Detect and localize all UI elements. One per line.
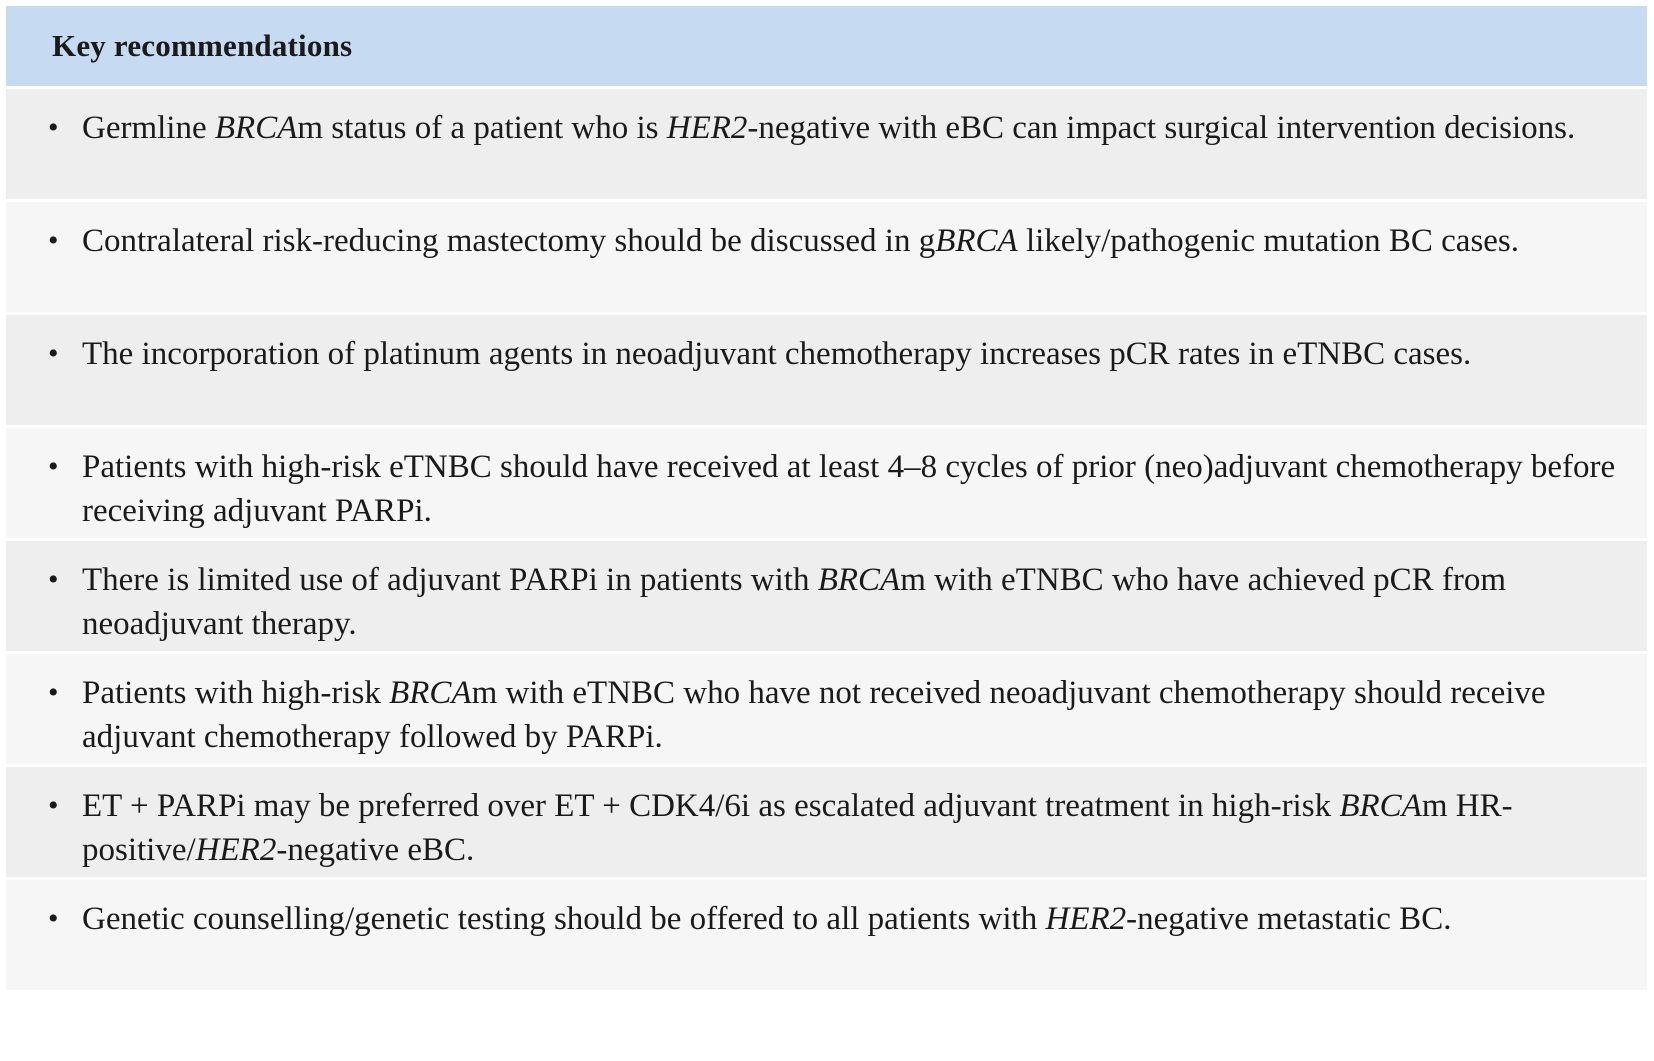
text-segment: There is limited use of adjuvant PARPi in patients with (82, 562, 818, 598)
text-segment: Patients with high-risk (82, 675, 390, 711)
recommendation-text (82, 675, 1546, 755)
italic-term: HER2 (195, 832, 277, 868)
recommendation-text (82, 110, 1575, 146)
text-segment: -negative with eBC can impact surgical intervention decisions. (747, 110, 1576, 146)
bullet-icon: • (48, 111, 59, 144)
text-segment: ET + PARPi may be preferred over ET + CDK4/6i as escalated adjuvant treatment in high-risk (82, 788, 1340, 824)
bullet-icon: • (48, 450, 59, 483)
recommendation-row (6, 86, 1647, 199)
text-segment: -negative eBC. (276, 832, 475, 868)
bullet-icon: • (48, 789, 59, 822)
text-segment: m with eTNBC who have achieved pCR from neoadjuvant therapy. (82, 562, 1506, 642)
recommendation-text (82, 788, 1513, 868)
recommendations-table (6, 6, 1647, 990)
recommendation-text (82, 449, 1615, 529)
table-header (6, 6, 1647, 86)
italic-term: BRCA (1339, 788, 1422, 824)
text-segment: The incorporation of platinum agents in neoadjuvant chemotherapy increases pCR rates in eTNBC cases. (82, 336, 1472, 372)
italic-term: BRCA (389, 675, 472, 711)
bullet-icon: • (48, 337, 59, 370)
bullet-icon: • (48, 224, 59, 257)
header-title: Key recommendations (52, 28, 353, 63)
recommendation-text (82, 223, 1519, 259)
recommendations-list (6, 86, 1647, 990)
bullet-icon: • (48, 563, 59, 596)
italic-term: HER2 (1045, 901, 1127, 937)
recommendation-text (82, 336, 1471, 372)
italic-term: BRCA (214, 110, 298, 146)
italic-term: HER2 (666, 110, 748, 146)
text-segment: Genetic counselling/genetic testing should be offered to all patients with (82, 901, 1046, 937)
recommendation-row (6, 877, 1647, 990)
text-segment: Patients with high-risk eTNBC should have received at least 4–8 cycles of prior (neo)adjuvant chemotherapy before receiving adjuvant PARPi. (82, 449, 1616, 529)
text-segment: likely/pathogenic mutation BC cases. (1017, 223, 1520, 259)
recommendation-row (6, 764, 1647, 877)
text-segment: m status of a patient who is (297, 110, 667, 146)
italic-term: BRCA (817, 562, 901, 598)
bullet-icon: • (48, 676, 59, 709)
recommendation-row (6, 199, 1647, 312)
text-segment: Contralateral risk-reducing mastectomy should be discussed in g (82, 223, 936, 259)
bullet-icon: • (48, 902, 59, 935)
text-segment: m with eTNBC who have not received neoadjuvant chemotherapy should receive adjuvant chemotherapy followed by PARPi. (82, 675, 1546, 755)
italic-term: BRCA (935, 223, 1018, 259)
recommendation-text (82, 562, 1506, 642)
recommendation-row (6, 651, 1647, 764)
text-segment: Germline (82, 110, 215, 146)
recommendation-row (6, 312, 1647, 425)
recommendation-text (82, 901, 1451, 937)
text-segment: -negative metastatic BC. (1126, 901, 1452, 937)
recommendation-row (6, 538, 1647, 651)
recommendation-row (6, 425, 1647, 538)
text-segment: m HR-positive/ (82, 788, 1513, 868)
